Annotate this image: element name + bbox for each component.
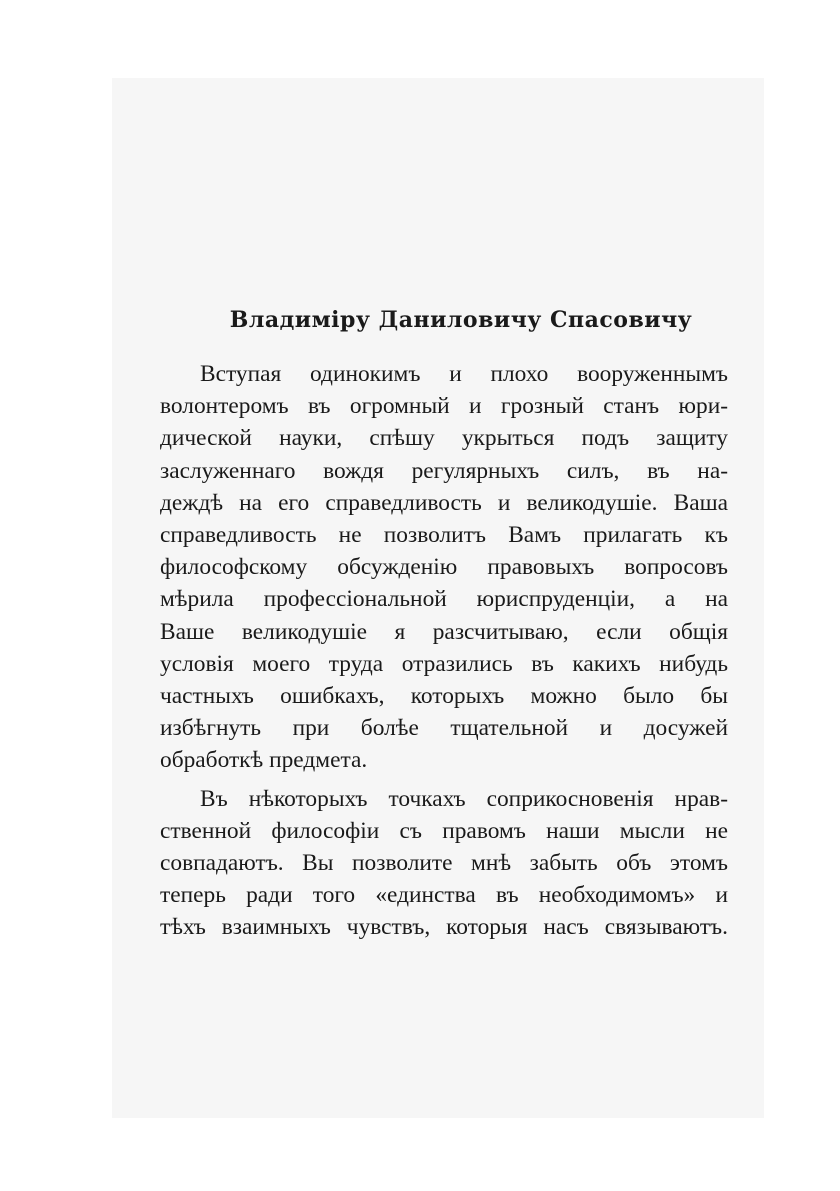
text-line: мѣрила профессіональной юриспруденціи, а на [160,586,728,613]
text-line: избѣгнуть при болѣе тщательной и досужей [160,715,728,742]
text-line: Ваше великодушіе я разсчитываю, если общія [160,618,728,645]
text-line: философскому обсужденію правовыхъ вопросовъ [160,554,728,581]
dedication-paragraph-2 [160,783,728,944]
text-line: волонтеромъ въ огромный и грозный станъ юри- [160,393,728,420]
text-line: условія моего труда отразились въ какихъ нибудь [160,650,728,677]
dedication-title: Владиміру Даниловичу Спасовичу [229,307,693,333]
dedication-paragraph-1 [160,358,728,777]
text-line: Въ нѣкоторыхъ точкахъ соприкосновенія нрав- [200,785,728,812]
text-line: дической науки, спѣшу укрыться подъ защиту [160,425,728,452]
text-line: частныхъ ошибкахъ, которыхъ можно было бы [160,683,728,710]
text-line: справедливость не позволитъ Вамъ прилагать къ [160,522,728,549]
text-line: теперь ради того «единства въ необходимомъ» и [160,882,728,909]
text-line: обработкѣ предмета. [160,747,368,774]
text-line: тѣхъ взаимныхъ чувствъ, которыя насъ связываютъ. [160,914,728,941]
text-line: совпадаютъ. Вы позволите мнѣ забыть объ этомъ [160,850,728,877]
text-line: ственной философіи съ правомъ наши мысли не [160,817,728,844]
text-line: заслуженнаго вождя регулярныхъ силъ, въ на- [160,457,728,484]
dedication [160,300,728,944]
text-line: деждѣ на его справедливость и великодушіе. Ваша [160,489,728,516]
text-line: Вступая одинокимъ и плохо вооруженнымъ [200,361,728,387]
